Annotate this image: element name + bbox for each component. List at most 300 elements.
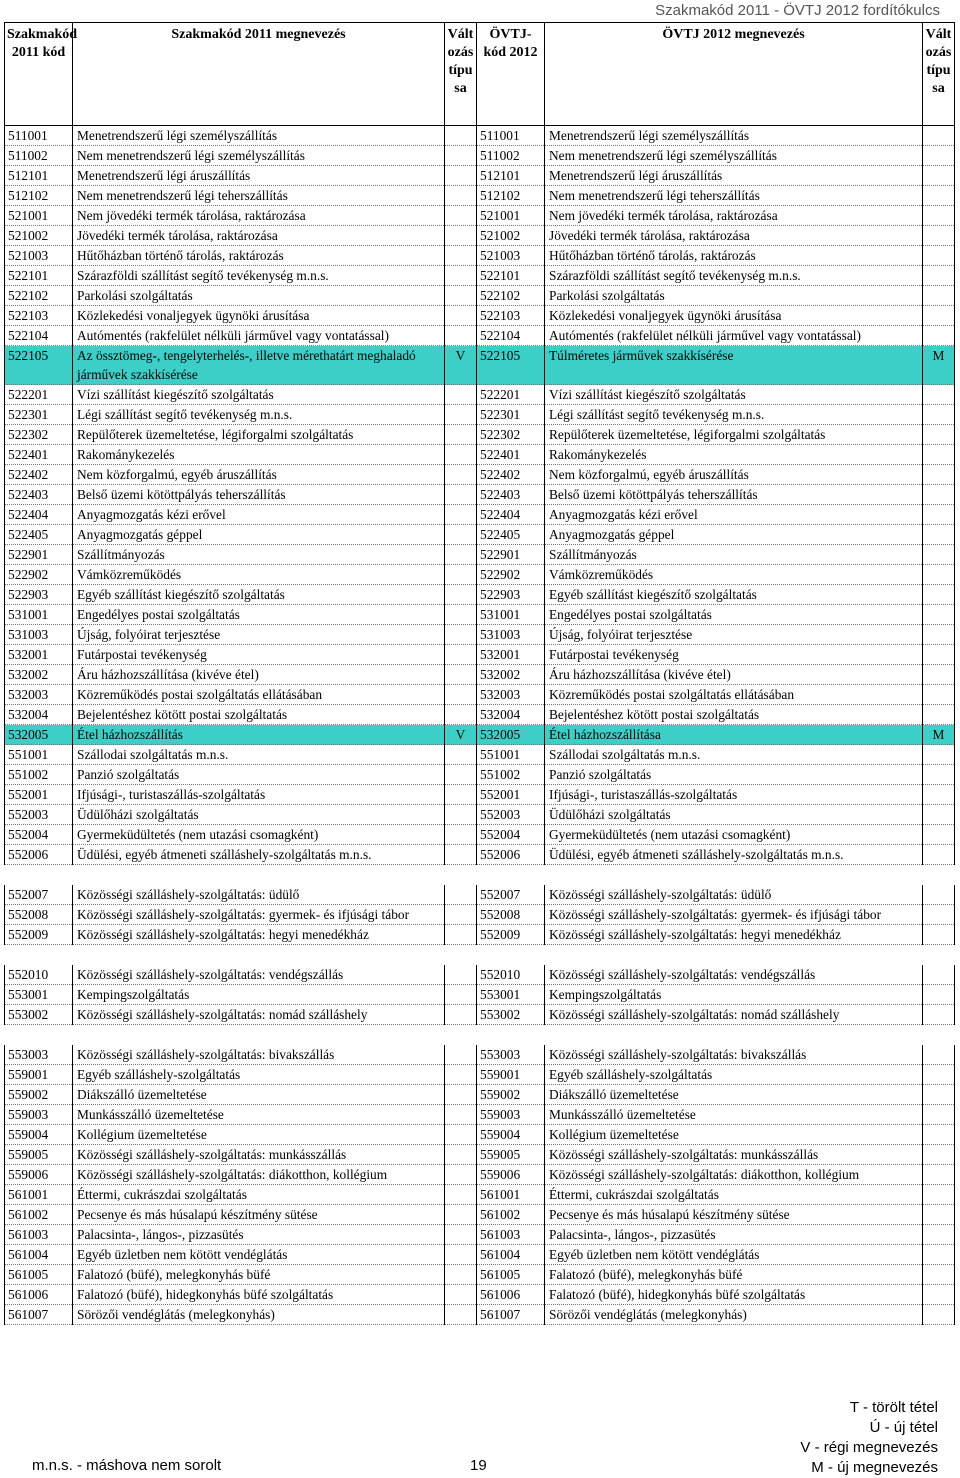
name-2011-cell: Közösségi szálláshely-szolgáltatás: vendégszállás — [73, 965, 445, 985]
name-2011-cell: Futárpostai tevékenység — [73, 645, 445, 665]
name-2012-cell: Étel házhozszállítása — [545, 725, 923, 745]
code-2012-cell: 522403 — [477, 485, 545, 505]
type-2011-cell — [445, 925, 477, 945]
code-2012-cell: 532005 — [477, 725, 545, 745]
type-2011-cell — [445, 765, 477, 785]
code-2012-cell: 552003 — [477, 805, 545, 825]
name-2011-cell: Ifjúsági-, turistaszállás-szolgáltatás — [73, 785, 445, 805]
name-2012-cell: Egyéb szállítást kiegészítő szolgáltatás — [545, 585, 923, 605]
code-2012-cell: 522101 — [477, 266, 545, 286]
code-2011-cell: 532003 — [5, 685, 73, 705]
type-2012-cell — [923, 905, 955, 925]
type-2012-cell — [923, 1045, 955, 1065]
type-2012-cell — [923, 1085, 955, 1105]
name-2012-cell: Áru házhozszállítása (kivéve étel) — [545, 665, 923, 685]
table-row — [5, 266, 955, 286]
code-2011-cell: 552003 — [5, 805, 73, 825]
name-2012-cell: Vízi szállítást kiegészítő szolgáltatás — [545, 385, 923, 405]
table-row — [5, 1285, 955, 1305]
code-2011-cell: 561003 — [5, 1225, 73, 1245]
type-2012-cell — [923, 266, 955, 286]
name-2011-cell: Kollégium üzemeltetése — [73, 1125, 445, 1145]
code-2012-cell: 522902 — [477, 565, 545, 585]
name-2011-cell: Munkásszálló üzemeltetése — [73, 1105, 445, 1125]
type-2011-cell — [445, 465, 477, 485]
name-2012-cell: Sörözői vendéglátás (melegkonyhás) — [545, 1305, 923, 1325]
name-2011-cell: Repülőterek üzemeltetése, légiforgalmi szolgáltatás — [73, 425, 445, 445]
code-2011-cell: 521003 — [5, 246, 73, 266]
name-2012-cell: Nem menetrendszerű légi teherszállítás — [545, 186, 923, 206]
table-row — [5, 1225, 955, 1245]
table-row — [5, 166, 955, 186]
code-2012-cell: 561002 — [477, 1205, 545, 1225]
name-2011-cell: Pecsenye és más húsalapú készítmény sütése — [73, 1205, 445, 1225]
type-2011-cell: V — [445, 346, 477, 385]
type-2012-cell — [923, 206, 955, 226]
code-2011-cell: 559004 — [5, 1125, 73, 1145]
name-2012-cell: Vámközreműködés — [545, 565, 923, 585]
type-2012-cell — [923, 745, 955, 765]
table-row — [5, 785, 955, 805]
type-2011-cell — [445, 266, 477, 286]
code-2012-cell: 561006 — [477, 1285, 545, 1305]
type-2011-cell — [445, 885, 477, 905]
code-2012-cell: 552001 — [477, 785, 545, 805]
table-row — [5, 1265, 955, 1285]
name-2011-cell: Egyéb szálláshely-szolgáltatás — [73, 1065, 445, 1085]
name-2011-cell: Nem menetrendszerű légi teherszállítás — [73, 186, 445, 206]
code-2011-cell: 552006 — [5, 845, 73, 865]
name-2011-cell: Anyagmozgatás kézi erővel — [73, 505, 445, 525]
table-row — [5, 1045, 955, 1065]
name-2011-cell: Vízi szállítást kiegészítő szolgáltatás — [73, 385, 445, 405]
type-2012-cell — [923, 1285, 955, 1305]
type-2011-cell — [445, 985, 477, 1005]
name-2012-cell: Újság, folyóirat terjesztése — [545, 625, 923, 645]
type-2011-cell — [445, 1125, 477, 1145]
table-row — [5, 425, 955, 445]
type-2012-cell: M — [923, 725, 955, 745]
legend — [800, 1398, 938, 1478]
name-2011-cell: Egyéb szállítást kiegészítő szolgáltatás — [73, 585, 445, 605]
type-2011-cell — [445, 1145, 477, 1165]
name-2012-cell: Nem közforgalmú, egyéb áruszállítás — [545, 465, 923, 485]
table-row — [5, 346, 955, 385]
code-2011-cell: 522405 — [5, 525, 73, 545]
code-2011-cell: 522903 — [5, 585, 73, 605]
name-2012-cell: Munkásszálló üzemeltetése — [545, 1105, 923, 1125]
name-2012-cell: Parkolási szolgáltatás — [545, 286, 923, 306]
table-row — [5, 685, 955, 705]
name-2011-cell: Menetrendszerű légi áruszállítás — [73, 166, 445, 186]
table-row — [5, 1165, 955, 1185]
table-row — [5, 126, 955, 146]
code-2011-cell: 561002 — [5, 1205, 73, 1225]
type-2012-cell — [923, 965, 955, 985]
code-2012-cell: 522104 — [477, 326, 545, 346]
table-row — [5, 1085, 955, 1105]
name-2011-cell: Anyagmozgatás géppel — [73, 525, 445, 545]
type-2012-cell — [923, 1245, 955, 1265]
name-2011-cell: Diákszálló üzemeltetése — [73, 1085, 445, 1105]
name-2012-cell: Engedélyes postai szolgáltatás — [545, 605, 923, 625]
type-2011-cell — [445, 1065, 477, 1085]
header-type-2012: Változás típusa — [923, 23, 955, 126]
name-2011-cell: Jövedéki termék tárolása, raktározása — [73, 226, 445, 246]
code-2012-cell: 559005 — [477, 1145, 545, 1165]
type-2012-cell — [923, 1225, 955, 1245]
type-2011-cell — [445, 126, 477, 146]
table-header-row — [5, 23, 955, 126]
type-2011-cell — [445, 625, 477, 645]
name-2011-cell: Légi szállítást segítő tevékenység m.n.s. — [73, 405, 445, 425]
name-2011-cell: Sörözői vendéglátás (melegkonyhás) — [73, 1305, 445, 1325]
table-row — [5, 306, 955, 326]
table-row — [5, 1105, 955, 1125]
table-row — [5, 845, 955, 865]
name-2012-cell: Anyagmozgatás géppel — [545, 525, 923, 545]
type-2011-cell — [445, 745, 477, 765]
type-2011-cell — [445, 166, 477, 186]
name-2011-cell: Közösségi szálláshely-szolgáltatás: nomád szálláshely — [73, 1005, 445, 1025]
type-2011-cell — [445, 405, 477, 425]
type-2011-cell — [445, 1185, 477, 1205]
code-2012-cell: 532004 — [477, 705, 545, 725]
table-row — [5, 585, 955, 605]
table-row — [5, 905, 955, 925]
type-2012-cell — [923, 925, 955, 945]
type-2012-cell — [923, 625, 955, 645]
name-2011-cell: Szállítmányozás — [73, 545, 445, 565]
type-2011-cell — [445, 565, 477, 585]
code-2012-cell: 561007 — [477, 1305, 545, 1325]
legend-item: T - törölt tétel — [849, 1399, 938, 1416]
type-2011-cell — [445, 1265, 477, 1285]
code-2011-cell: 552010 — [5, 965, 73, 985]
name-2011-cell: Kempingszolgáltatás — [73, 985, 445, 1005]
code-2011-cell: 522105 — [5, 346, 73, 385]
type-2011-cell — [445, 1085, 477, 1105]
type-2012-cell — [923, 825, 955, 845]
name-2011-cell: Közösségi szálláshely-szolgáltatás: munkásszállás — [73, 1145, 445, 1165]
code-2011-cell: 559002 — [5, 1085, 73, 1105]
table-body — [5, 126, 955, 1325]
type-2012-cell — [923, 146, 955, 166]
code-2012-cell: 561004 — [477, 1245, 545, 1265]
name-2012-cell: Túlméretes járművek szakkísérése — [545, 346, 923, 385]
name-2011-cell: Közösségi szálláshely-szolgáltatás: bivakszállás — [73, 1045, 445, 1065]
type-2011-cell — [445, 1245, 477, 1265]
code-2012-cell: 551001 — [477, 745, 545, 765]
code-2012-cell: 552010 — [477, 965, 545, 985]
name-2012-cell: Palacsinta-, lángos-, pizzasütés — [545, 1225, 923, 1245]
code-2011-cell: 552004 — [5, 825, 73, 845]
name-2012-cell: Menetrendszerű légi áruszállítás — [545, 166, 923, 186]
name-2011-cell: Falatozó (büfé), melegkonyhás büfé — [73, 1265, 445, 1285]
name-2011-cell: Szárazföldi szállítást segítő tevékenység m.n.s. — [73, 266, 445, 286]
code-2011-cell: 552008 — [5, 905, 73, 925]
name-2012-cell: Rakománykezelés — [545, 445, 923, 465]
code-2012-cell: 559001 — [477, 1065, 545, 1085]
name-2012-cell: Szállítmányozás — [545, 545, 923, 565]
table-row — [5, 665, 955, 685]
footer-note: m.n.s. - máshova nem sorolt — [32, 1457, 222, 1474]
code-2011-cell: 522402 — [5, 465, 73, 485]
code-2011-cell: 522902 — [5, 565, 73, 585]
table-row — [5, 485, 955, 505]
type-2011-cell — [445, 785, 477, 805]
code-2011-cell: 559001 — [5, 1065, 73, 1085]
name-2012-cell: Közreműködés postai szolgáltatás ellátásában — [545, 685, 923, 705]
code-2012-cell: 552004 — [477, 825, 545, 845]
name-2011-cell: Gyermeküdültetés (nem utazási csomagként) — [73, 825, 445, 845]
type-2012-cell — [923, 785, 955, 805]
code-2012-cell: 552008 — [477, 905, 545, 925]
name-2012-cell: Panzió szolgáltatás — [545, 765, 923, 785]
code-2011-cell: 553001 — [5, 985, 73, 1005]
header-name-2012: ÖVTJ 2012 megnevezés — [545, 23, 923, 126]
code-2012-cell: 522901 — [477, 545, 545, 565]
code-2012-cell: 552007 — [477, 885, 545, 905]
type-2011-cell — [445, 1045, 477, 1065]
name-2012-cell: Diákszálló üzemeltetése — [545, 1085, 923, 1105]
code-2011-cell: 561001 — [5, 1185, 73, 1205]
name-2012-cell: Kollégium üzemeltetése — [545, 1125, 923, 1145]
code-2011-cell: 552009 — [5, 925, 73, 945]
type-2011-cell — [445, 485, 477, 505]
type-2011-cell — [445, 705, 477, 725]
code-2011-cell: 531001 — [5, 605, 73, 625]
type-2012-cell — [923, 385, 955, 405]
code-2012-cell: 522401 — [477, 445, 545, 465]
code-2011-cell: 559003 — [5, 1105, 73, 1125]
table-row — [5, 885, 955, 905]
type-2012-cell — [923, 705, 955, 725]
legend-item: Ú - új tétel — [869, 1419, 938, 1436]
type-2011-cell — [445, 1205, 477, 1225]
type-2011-cell — [445, 186, 477, 206]
code-2011-cell: 551001 — [5, 745, 73, 765]
code-2011-cell: 522301 — [5, 405, 73, 425]
type-2011-cell — [445, 1285, 477, 1305]
name-2011-cell: Falatozó (büfé), hidegkonyhás büfé szolgáltatás — [73, 1285, 445, 1305]
type-2011-cell — [445, 685, 477, 705]
type-2011-cell — [445, 905, 477, 925]
table-row — [5, 725, 955, 745]
name-2012-cell: Szállodai szolgáltatás m.n.s. — [545, 745, 923, 765]
table-row — [5, 1005, 955, 1025]
type-2012-cell — [923, 565, 955, 585]
code-2011-cell: 561006 — [5, 1285, 73, 1305]
code-2011-cell: 521002 — [5, 226, 73, 246]
code-2011-cell: 522302 — [5, 425, 73, 445]
type-2012-cell — [923, 286, 955, 306]
name-2011-cell: Nem közforgalmú, egyéb áruszállítás — [73, 465, 445, 485]
code-2011-cell: 512101 — [5, 166, 73, 186]
table-row — [5, 505, 955, 525]
code-2011-cell: 522104 — [5, 326, 73, 346]
name-2012-cell: Közösségi szálláshely-szolgáltatás: üdülő — [545, 885, 923, 905]
code-2011-cell: 532002 — [5, 665, 73, 685]
name-2012-cell: Nem jövedéki termék tárolása, raktározása — [545, 206, 923, 226]
code-2012-cell: 552006 — [477, 845, 545, 865]
code-2011-cell: 522403 — [5, 485, 73, 505]
legend-item: V - régi megnevezés — [800, 1439, 938, 1456]
code-2012-cell: 531003 — [477, 625, 545, 645]
header-name-2011: Szakmakód 2011 megnevezés — [73, 23, 445, 126]
type-2012-cell — [923, 1145, 955, 1165]
row-spacer — [5, 865, 955, 886]
type-2012-cell — [923, 505, 955, 525]
header-code-2012: ÖVTJ-kód 2012 — [477, 23, 545, 126]
name-2012-cell: Futárpostai tevékenység — [545, 645, 923, 665]
code-2011-cell: 522102 — [5, 286, 73, 306]
table-row — [5, 1205, 955, 1225]
code-2011-cell: 522101 — [5, 266, 73, 286]
name-2012-cell: Hűtőházban történő tárolás, raktározás — [545, 246, 923, 266]
code-2011-cell: 553003 — [5, 1045, 73, 1065]
code-2012-cell: 522105 — [477, 346, 545, 385]
table-row — [5, 465, 955, 485]
table-row — [5, 625, 955, 645]
code-2012-cell: 532003 — [477, 685, 545, 705]
name-2011-cell: Az össztömeg-, tengelyterhelés-, illetve mérethatárt meghaladó járművek szakkísérése — [73, 346, 445, 385]
code-2012-cell: 522301 — [477, 405, 545, 425]
name-2012-cell: Gyermeküdültetés (nem utazási csomagként) — [545, 825, 923, 845]
code-2011-cell: 522103 — [5, 306, 73, 326]
name-2012-cell: Közösségi szálláshely-szolgáltatás: munkásszállás — [545, 1145, 923, 1165]
name-2012-cell: Jövedéki termék tárolása, raktározása — [545, 226, 923, 246]
name-2011-cell: Nem menetrendszerű légi személyszállítás — [73, 146, 445, 166]
name-2012-cell: Repülőterek üzemeltetése, légiforgalmi szolgáltatás — [545, 425, 923, 445]
name-2012-cell: Egyéb szálláshely-szolgáltatás — [545, 1065, 923, 1085]
document-title: Szakmakód 2011 - ÖVTJ 2012 fordítókulcs — [655, 2, 940, 19]
type-2011-cell — [445, 845, 477, 865]
table-row — [5, 445, 955, 465]
type-2012-cell — [923, 485, 955, 505]
code-2012-cell: 521001 — [477, 206, 545, 226]
legend-item: M - új megnevezés — [811, 1459, 938, 1476]
type-2012-cell — [923, 665, 955, 685]
code-2012-cell: 511001 — [477, 126, 545, 146]
code-2011-cell: 553002 — [5, 1005, 73, 1025]
type-2012-cell — [923, 985, 955, 1005]
type-2012-cell — [923, 306, 955, 326]
table-row — [5, 765, 955, 785]
type-2011-cell — [445, 226, 477, 246]
type-2011-cell — [445, 805, 477, 825]
name-2011-cell: Nem jövedéki termék tárolása, raktározása — [73, 206, 445, 226]
code-2012-cell: 521002 — [477, 226, 545, 246]
code-2012-cell: 553003 — [477, 1045, 545, 1065]
name-2011-cell: Közreműködés postai szolgáltatás ellátásában — [73, 685, 445, 705]
code-2011-cell: 511002 — [5, 146, 73, 166]
type-2012-cell — [923, 246, 955, 266]
table-row — [5, 605, 955, 625]
table-row — [5, 1185, 955, 1205]
type-2012-cell — [923, 1185, 955, 1205]
name-2011-cell: Engedélyes postai szolgáltatás — [73, 605, 445, 625]
code-2011-cell: 531003 — [5, 625, 73, 645]
table-row — [5, 186, 955, 206]
name-2012-cell: Közösségi szálláshely-szolgáltatás: diákotthon, kollégium — [545, 1165, 923, 1185]
table-row — [5, 1125, 955, 1145]
table-row — [5, 1065, 955, 1085]
type-2011-cell — [445, 545, 477, 565]
code-2011-cell: 559006 — [5, 1165, 73, 1185]
name-2012-cell: Bejelentéshez kötött postai szolgáltatás — [545, 705, 923, 725]
type-2012-cell — [923, 1125, 955, 1145]
type-2011-cell — [445, 146, 477, 166]
code-2012-cell: 532002 — [477, 665, 545, 685]
type-2012-cell: M — [923, 346, 955, 385]
name-2012-cell: Autómentés (rakfelület nélküli járművel vagy vontatással) — [545, 326, 923, 346]
type-2012-cell — [923, 1265, 955, 1285]
name-2012-cell: Éttermi, cukrászdai szolgáltatás — [545, 1185, 923, 1205]
name-2012-cell: Közlekedési vonaljegyek ügynöki árusítása — [545, 306, 923, 326]
table-row — [5, 925, 955, 945]
name-2011-cell: Szállodai szolgáltatás m.n.s. — [73, 745, 445, 765]
type-2012-cell — [923, 585, 955, 605]
name-2012-cell: Közösségi szálláshely-szolgáltatás: bivakszállás — [545, 1045, 923, 1065]
code-2011-cell: 559005 — [5, 1145, 73, 1165]
code-2011-cell: 532001 — [5, 645, 73, 665]
type-2012-cell — [923, 805, 955, 825]
type-2012-cell — [923, 1105, 955, 1125]
type-2011-cell — [445, 246, 477, 266]
code-2012-cell: 511002 — [477, 146, 545, 166]
type-2012-cell — [923, 885, 955, 905]
type-2012-cell — [923, 645, 955, 665]
code-2011-cell: 561004 — [5, 1245, 73, 1265]
type-2011-cell — [445, 1305, 477, 1325]
type-2012-cell — [923, 166, 955, 186]
name-2011-cell: Bejelentéshez kötött postai szolgáltatás — [73, 705, 445, 725]
table-row — [5, 565, 955, 585]
name-2011-cell: Menetrendszerű légi személyszállítás — [73, 126, 445, 146]
header-type-2011: Változás típusa — [445, 23, 477, 126]
name-2011-cell: Vámközreműködés — [73, 565, 445, 585]
name-2012-cell: Közösségi szálláshely-szolgáltatás: gyermek- és ifjúsági tábor — [545, 905, 923, 925]
name-2012-cell: Menetrendszerű légi személyszállítás — [545, 126, 923, 146]
code-2011-cell: 552001 — [5, 785, 73, 805]
code-2012-cell: 522405 — [477, 525, 545, 545]
table-row — [5, 805, 955, 825]
name-2012-cell: Falatozó (büfé), hidegkonyhás büfé szolgáltatás — [545, 1285, 923, 1305]
type-2012-cell — [923, 845, 955, 865]
code-2012-cell: 559003 — [477, 1105, 545, 1125]
table-row — [5, 705, 955, 725]
type-2012-cell — [923, 605, 955, 625]
code-2012-cell: 532001 — [477, 645, 545, 665]
type-2011-cell — [445, 965, 477, 985]
code-2012-cell: 559006 — [477, 1165, 545, 1185]
type-2012-cell — [923, 1065, 955, 1085]
code-2012-cell: 522402 — [477, 465, 545, 485]
type-2011-cell — [445, 505, 477, 525]
name-2012-cell: Kempingszolgáltatás — [545, 985, 923, 1005]
table-row — [5, 1145, 955, 1165]
type-2012-cell — [923, 1005, 955, 1025]
type-2011-cell — [445, 1005, 477, 1025]
code-2012-cell: 522903 — [477, 585, 545, 605]
type-2011-cell — [445, 445, 477, 465]
code-2012-cell: 559002 — [477, 1085, 545, 1105]
type-2011-cell — [445, 665, 477, 685]
name-2011-cell: Közösségi szálláshely-szolgáltatás: hegyi menedékház — [73, 925, 445, 945]
table-row — [5, 545, 955, 565]
code-2011-cell: 561005 — [5, 1265, 73, 1285]
